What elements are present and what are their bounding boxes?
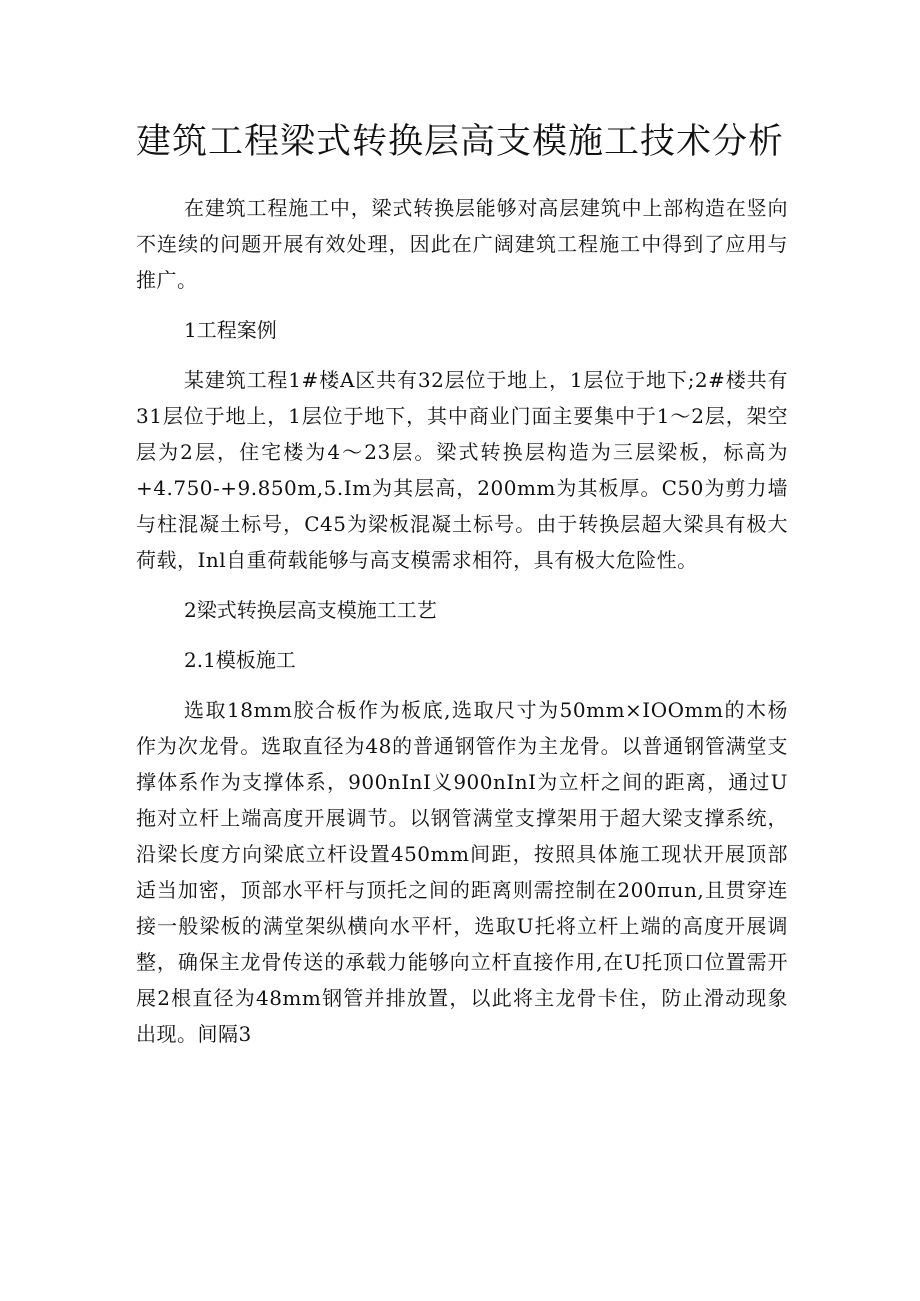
paragraph-gap [136,628,788,642]
section-2-1-paragraph: 选取18mm胶合板作为板底,选取尺寸为50mm×IOOmm的木杨作为次龙骨。选取直径为48的普通钢管作为主龙骨。以普通钢管满堂支撑体系作为支撑体系，900nInI义900nInI为立杆之间的距离，通过U拖对立杆上端高度开展调节。以钢管满堂支撑架用于超大梁支撑系统，沿梁长度方向梁底立杆设置450mm间距，按照具体施工现状开展顶部适当加密，顶部水平杆与顶托之间的距离则需控制在200πun,且贯穿连接一般梁板的满堂架纵横向水平杆，选取U托将立杆上端的高度开展调整，确保主龙骨传送的承载力能够向立杆直接作用,在U托顶口位置需开展2根直径为48mm钢管并排放置，以此将主龙骨卡住，防止滑动现象出现。间隔3 [136,698,788,1046]
section-2-heading: 2梁式转换层高支模施工工艺 [184,598,437,622]
paragraph-gap [136,298,788,312]
paragraph-gap [136,348,788,362]
paragraph-gap [136,578,788,592]
section-2-1-heading: 2.1模板施工 [184,648,296,672]
section-1-heading: 1工程案例 [184,318,277,342]
intro-paragraph: 在建筑工程施工中，梁式转换层能够对高层建筑中上部构造在竖向不连续的问题开展有效处理，因此在广阔建筑工程施工中得到了应用与推广。 [136,196,788,292]
document-title: 建筑工程梁式转换层高支模施工技术分析 [135,122,784,162]
section-1-paragraph: 某建筑工程1#楼A区共有32层位于地上，1层位于地下;2#楼共有31层位于地上，1层位于地下，其中商业门面主要集中于1～2层，架空层为2层，住宅楼为4～23层。梁式转换层构造为三层梁板，标高为+4.750-+9.850m,5.Im为其层高，200mm为其板厚。C50为剪力墙与柱混凝土标号，C45为梁板混凝土标号。由于转换层超大梁具有极大荷载，Inl自重荷载能够与高支模需求相符，具有极大危险性。 [136,368,788,572]
document-body [136,190,788,1052]
paragraph-gap [136,678,788,692]
